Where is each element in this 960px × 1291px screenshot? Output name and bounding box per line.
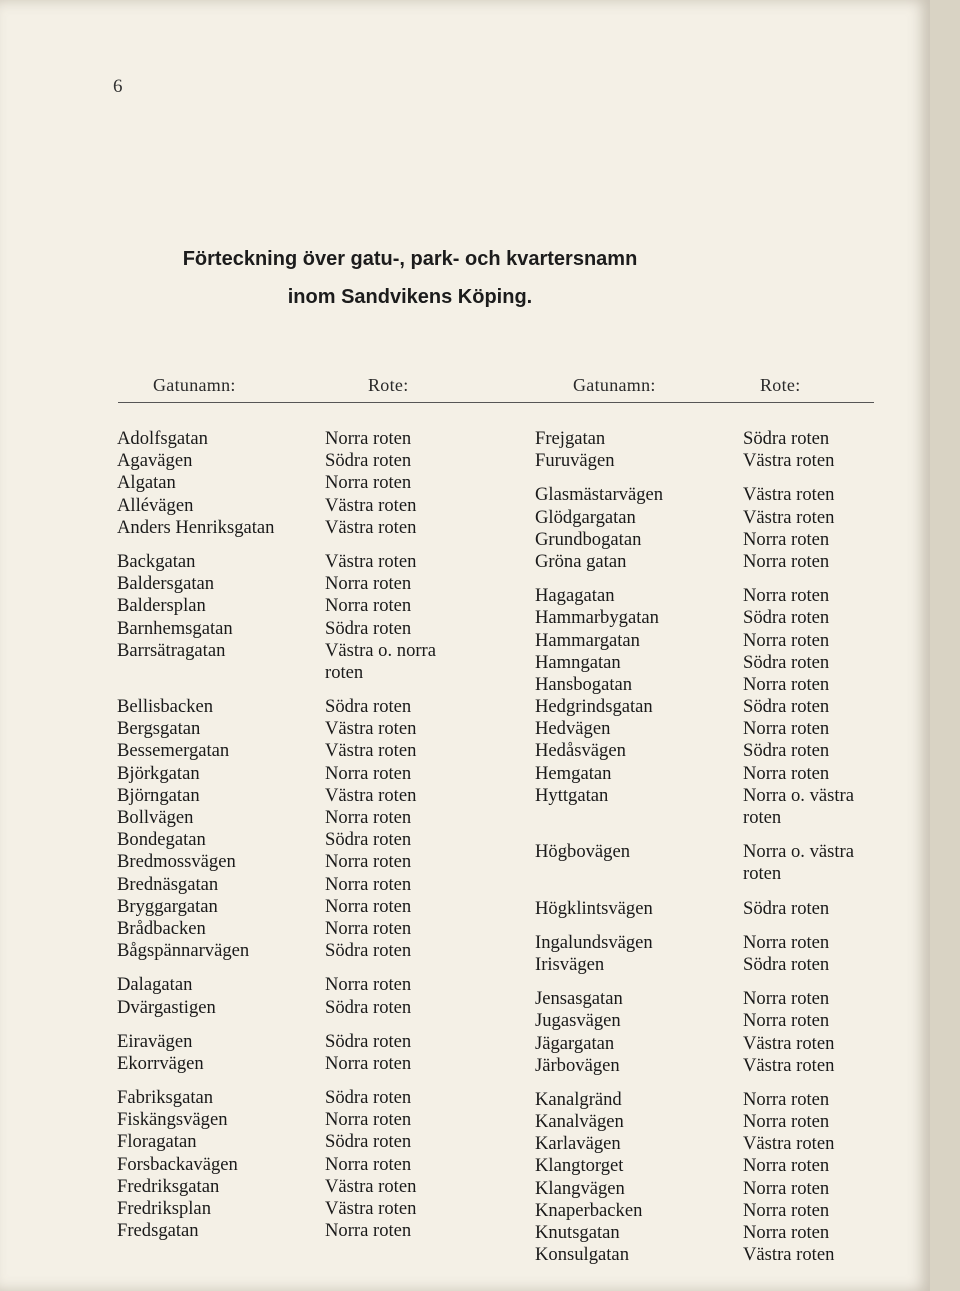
street-name: Agavägen xyxy=(117,450,193,472)
street-name: Bondegatan xyxy=(117,829,206,851)
rote-value: Norra roten xyxy=(743,1088,830,1110)
rote-value: Norra roten xyxy=(325,895,412,917)
list-item xyxy=(117,763,517,785)
rote-value: Norra roten xyxy=(743,988,830,1010)
street-name: Hedgrindsgatan xyxy=(535,696,653,718)
street-name: Algatan xyxy=(117,472,176,494)
street-name: Gröna gatan xyxy=(535,550,627,572)
street-name: Eiravägen xyxy=(117,1030,193,1052)
rote-value: Södra roten xyxy=(325,450,412,472)
rote-value: Norra roten xyxy=(325,851,412,873)
street-name: Fredsgatan xyxy=(117,1220,199,1242)
header-left-rote: Rote: xyxy=(368,375,409,395)
list-item xyxy=(535,529,895,551)
list-item xyxy=(535,763,895,785)
rote-value: Norra roten xyxy=(325,595,412,617)
rote-value: Norra roten xyxy=(743,931,830,953)
street-name: Adolfsgatan xyxy=(117,428,208,449)
list-item xyxy=(117,551,517,573)
street-name: Ekorrvägen xyxy=(117,1052,204,1074)
street-name: Högklintsvägen xyxy=(535,897,653,919)
list-item xyxy=(535,507,895,529)
list-item xyxy=(117,472,517,494)
list-item xyxy=(117,1053,517,1075)
rote-value: Södra roten xyxy=(325,996,412,1018)
list-item xyxy=(535,428,895,450)
street-name: Kanalvägen xyxy=(535,1111,624,1133)
street-name: Glasmästarvägen xyxy=(535,484,664,506)
street-name: Anders Henriksgatan xyxy=(117,516,275,538)
list-item xyxy=(535,1178,895,1200)
list-item xyxy=(117,450,517,472)
list-item xyxy=(117,1154,517,1176)
list-item xyxy=(535,674,895,696)
street-name: Björngatan xyxy=(117,784,200,806)
rote-value: Norra roten xyxy=(743,762,830,784)
list-item xyxy=(117,1131,517,1153)
street-name: Knaperbacken xyxy=(535,1199,643,1221)
rote-value: Norra roten xyxy=(325,573,412,595)
rote-value: Västra roten xyxy=(325,516,417,538)
list-item xyxy=(117,1087,517,1109)
list-item xyxy=(535,450,895,472)
list-item xyxy=(117,851,517,873)
list-item xyxy=(117,740,517,762)
left-street-list xyxy=(117,428,517,1242)
rote-value: Södra roten xyxy=(325,1087,412,1109)
list-item xyxy=(535,1222,895,1244)
street-name: Backgatan xyxy=(117,550,196,572)
list-item xyxy=(117,1031,517,1053)
rote-value: Västra roten xyxy=(743,1032,835,1054)
list-item xyxy=(535,1155,895,1177)
rote-value: Södra roten xyxy=(743,953,830,975)
rote-value: Västra roten xyxy=(325,718,417,740)
street-name: Hedvägen xyxy=(535,718,611,740)
list-item xyxy=(535,484,895,506)
rote-value: Norra roten xyxy=(325,428,412,449)
street-name: Hammargatan xyxy=(535,629,640,651)
rote-value: Södra roten xyxy=(743,696,830,718)
street-name: Hagagatan xyxy=(535,585,615,607)
street-name: Baldersplan xyxy=(117,595,206,617)
list-item xyxy=(117,595,517,617)
rote-value: Södra roten xyxy=(325,940,412,962)
street-name: Kanalgränd xyxy=(535,1088,622,1110)
rote-value: Norra roten xyxy=(743,1222,830,1244)
street-name: Karlavägen xyxy=(535,1133,621,1155)
list-item xyxy=(535,932,895,954)
list-item xyxy=(535,1033,895,1055)
street-name: Baldersgatan xyxy=(117,573,215,595)
street-name: Hyttgatan xyxy=(535,784,609,806)
street-name: Bellisbacken xyxy=(117,696,214,718)
list-item xyxy=(535,718,895,740)
street-name: Klangtorget xyxy=(535,1155,624,1177)
street-name: Jugasvägen xyxy=(535,1010,621,1032)
list-item xyxy=(535,1089,895,1111)
rote-value: Norra roten xyxy=(743,718,830,740)
rote-value: Norra roten xyxy=(325,974,412,996)
street-name: Bergsgatan xyxy=(117,718,201,740)
rote-value: Södra roten xyxy=(325,829,412,851)
street-name: Hemgatan xyxy=(535,762,612,784)
header-rule xyxy=(118,402,874,403)
list-item xyxy=(535,607,895,629)
list-item xyxy=(117,640,517,684)
list-item xyxy=(117,874,517,896)
rote-value: Västra roten xyxy=(325,550,417,572)
list-item xyxy=(117,807,517,829)
list-item xyxy=(117,785,517,807)
list-item xyxy=(117,1198,517,1220)
rote-value-continued: roten xyxy=(743,806,782,828)
street-name: Bollvägen xyxy=(117,807,194,829)
street-name: Frejgatan xyxy=(535,428,606,449)
street-name: Barnhemsgatan xyxy=(117,617,233,639)
rote-value: Norra roten xyxy=(325,1220,412,1242)
rote-value: Norra roten xyxy=(325,917,412,939)
street-name: Hammarbygatan xyxy=(535,607,659,629)
street-name: Knutsgatan xyxy=(535,1222,620,1244)
rote-value: Södra roten xyxy=(743,651,830,673)
rote-value: Södra roten xyxy=(325,1131,412,1153)
rote-value: Norra roten xyxy=(743,673,830,695)
rote-value: Västra roten xyxy=(325,1175,417,1197)
rote-value: Norra roten xyxy=(743,1111,830,1133)
header-left-name: Gatunamn: xyxy=(153,375,236,395)
rote-value: Norra roten xyxy=(743,550,830,572)
rote-value: Norra roten xyxy=(743,1177,830,1199)
rote-value: Västra roten xyxy=(325,784,417,806)
street-name: Bessemergatan xyxy=(117,740,230,762)
list-item xyxy=(117,696,517,718)
street-name: Glödgargatan xyxy=(535,506,636,528)
document-title: Förteckning över gatu-, park- och kvartersnamn xyxy=(182,248,638,270)
rote-value: Norra roten xyxy=(325,1052,412,1074)
street-name: Barrsätragatan xyxy=(117,639,226,661)
list-item xyxy=(535,652,895,674)
street-name: Dvärgastigen xyxy=(117,996,216,1018)
list-item xyxy=(535,988,895,1010)
street-name: Grundbogatan xyxy=(535,528,642,550)
rote-value: Västra o. norra xyxy=(325,639,436,661)
list-item xyxy=(535,585,895,607)
list-item xyxy=(117,974,517,996)
street-name: Bredmossvägen xyxy=(117,851,236,873)
list-item xyxy=(535,696,895,718)
rote-value: Västra roten xyxy=(743,1054,835,1076)
rote-value: Norra roten xyxy=(325,807,412,829)
list-item xyxy=(535,1200,895,1222)
list-item xyxy=(117,517,517,539)
list-item xyxy=(535,1133,895,1155)
rote-value: Norra roten xyxy=(325,873,412,895)
list-item xyxy=(535,1055,895,1077)
street-name: Bryggargatan xyxy=(117,895,218,917)
street-name: Floragatan xyxy=(117,1131,197,1153)
rote-value: Södra roten xyxy=(743,428,830,449)
list-item xyxy=(117,997,517,1019)
street-name: Fredriksplan xyxy=(117,1198,211,1220)
street-name: Brednäsgatan xyxy=(117,873,219,895)
rote-value: Norra roten xyxy=(743,629,830,651)
street-name: Järbovägen xyxy=(535,1054,620,1076)
rote-value: Södra roten xyxy=(743,897,830,919)
rote-value: Västra roten xyxy=(743,506,835,528)
street-name: Jensasgatan xyxy=(535,988,623,1010)
rote-value: Södra roten xyxy=(325,617,412,639)
header-right-name: Gatunamn: xyxy=(573,375,656,395)
list-item xyxy=(117,428,517,450)
rote-value: Norra roten xyxy=(743,528,830,550)
list-item xyxy=(535,630,895,652)
list-item xyxy=(117,1220,517,1242)
rote-value: Norra roten xyxy=(743,1155,830,1177)
rote-value: Norra roten xyxy=(325,1153,412,1175)
street-name: Dalagatan xyxy=(117,974,193,996)
street-name: Hamngatan xyxy=(535,651,621,673)
street-name: Brådbacken xyxy=(117,917,206,939)
list-item xyxy=(117,896,517,918)
page-number: 6 xyxy=(113,76,123,97)
street-name: Klangvägen xyxy=(535,1177,625,1199)
list-item xyxy=(117,618,517,640)
list-item xyxy=(117,718,517,740)
list-item xyxy=(535,898,895,920)
list-item xyxy=(535,785,895,829)
list-item xyxy=(117,573,517,595)
document-subtitle: inom Sandvikens Köping. xyxy=(287,286,533,308)
rote-value: Västra roten xyxy=(325,740,417,762)
list-item xyxy=(535,841,895,885)
rote-value-continued: roten xyxy=(325,661,364,683)
rote-value: Norra o. västra xyxy=(743,841,854,863)
rote-value: Norra roten xyxy=(743,1010,830,1032)
rote-value: Västra roten xyxy=(743,1244,835,1266)
list-item xyxy=(535,1010,895,1032)
rote-value: Södra roten xyxy=(325,696,412,718)
rote-value: Norra roten xyxy=(325,762,412,784)
rote-value: Södra roten xyxy=(325,1030,412,1052)
street-name: Allévägen xyxy=(117,494,194,516)
rote-value: Norra roten xyxy=(743,1199,830,1221)
rote-value: Västra roten xyxy=(743,484,835,506)
street-name: Ingalundsvägen xyxy=(535,931,653,953)
rote-value: Södra roten xyxy=(743,740,830,762)
rote-value: Västra roten xyxy=(743,1133,835,1155)
rote-value: Norra o. västra xyxy=(743,784,854,806)
rote-value: Västra roten xyxy=(325,1198,417,1220)
street-name: Furuvägen xyxy=(535,450,615,472)
list-item xyxy=(535,740,895,762)
rote-value-continued: roten xyxy=(743,863,782,885)
list-item xyxy=(117,495,517,517)
rote-value: Södra roten xyxy=(743,607,830,629)
list-item xyxy=(535,1111,895,1133)
street-name: Irisvägen xyxy=(535,953,605,975)
street-name: Högbovägen xyxy=(535,841,631,863)
rote-value: Västra roten xyxy=(743,450,835,472)
street-name: Jägargatan xyxy=(535,1032,615,1054)
list-item xyxy=(117,940,517,962)
street-name: Fredriksgatan xyxy=(117,1175,220,1197)
list-item xyxy=(535,954,895,976)
street-name: Forsbackavägen xyxy=(117,1153,238,1175)
list-item xyxy=(535,1244,895,1266)
list-item xyxy=(117,829,517,851)
street-name: Hansbogatan xyxy=(535,673,633,695)
list-item xyxy=(117,1109,517,1131)
rote-value: Västra roten xyxy=(325,494,417,516)
rote-value: Norra roten xyxy=(325,472,412,494)
rote-value: Norra roten xyxy=(325,1109,412,1131)
street-name: Fiskängsvägen xyxy=(117,1109,228,1131)
street-name: Konsulgatan xyxy=(535,1244,629,1266)
header-right-rote: Rote: xyxy=(760,375,801,395)
street-name: Fabriksgatan xyxy=(117,1087,214,1109)
list-item xyxy=(535,551,895,573)
rote-value: Norra roten xyxy=(743,585,830,607)
right-street-list xyxy=(535,428,895,1266)
street-name: Hedåsvägen xyxy=(535,740,626,762)
list-item xyxy=(117,1176,517,1198)
street-name: Bågspännarvägen xyxy=(117,940,250,962)
list-item xyxy=(117,918,517,940)
street-name: Björkgatan xyxy=(117,762,200,784)
